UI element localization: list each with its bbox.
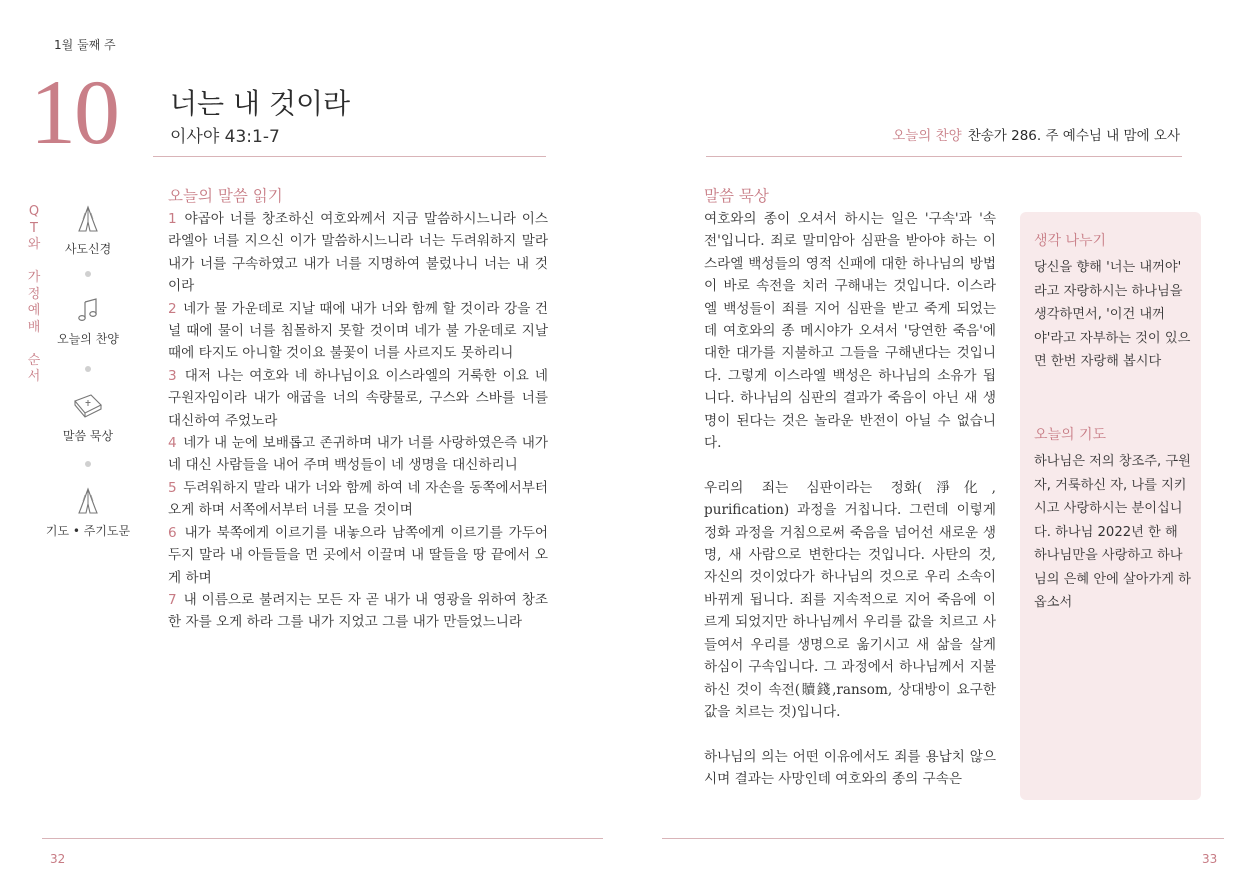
verse-text: 두려워하지 말라 내가 너와 함께 하여 네 자손을 동쪽에서부터 오게 하며 서쪽에서부터 너를 모을 것이며: [168, 479, 548, 519]
verse: [168, 365, 548, 432]
hymn-text: 찬송가 286. 주 예수님 내 맘에 오사: [967, 128, 1180, 144]
week-label: 1월 둘째 주: [54, 38, 116, 52]
sidebar-item-label: 말씀 묵상: [62, 429, 114, 443]
sidebar-dot: [85, 366, 91, 372]
sidebar-item-label: 사도신경: [64, 242, 112, 256]
verse: [168, 298, 548, 365]
scripture-reference: 이사야 43:1-7: [170, 127, 280, 147]
verse: [168, 589, 548, 634]
page-number-left: 32: [50, 852, 66, 866]
footer-divider-left: [42, 838, 603, 839]
sidebar-item-prayer: [38, 486, 138, 539]
prayer-heading: 오늘의 기도: [1034, 427, 1107, 443]
verse-text: 네가 물 가운데로 지날 때에 내가 너와 함께 할 것이라 강을 건널 때에 물이 너를 침몰하지 못할 것이며 네가 불 가운데로 지날 때에 타지도 아니할 것이요 불꽃이 너를 사르지도 못하리니: [168, 300, 548, 362]
sidebar-item-apostles-creed: [38, 204, 138, 257]
page-number-right: 33: [1202, 852, 1218, 866]
music-note-icon: [73, 296, 103, 324]
header-divider-left: [153, 156, 546, 157]
sidebar-item-todays-hymn: [38, 296, 138, 347]
verse-text: 내 이름으로 불려지는 모든 자 곧 내가 내 영광을 위하여 창조한 자를 오게 하라 그를 내가 지었고 그를 내가 만들었느니라: [168, 591, 548, 631]
verse: [168, 432, 548, 477]
footer-divider-right: [662, 838, 1224, 839]
discussion-box: [1020, 212, 1201, 800]
meditation-paragraph: 하나님의 의는 어떤 이유에서도 죄를 용납치 않으시며 결과는 사망인데 여호와의 종의 구속은: [704, 748, 996, 788]
meditation-text: [704, 208, 996, 791]
sidebar-dot: [85, 461, 91, 467]
sidebar-item-label: 오늘의 찬양: [57, 332, 119, 346]
day-number: 10: [30, 61, 118, 163]
todays-hymn: [892, 124, 1180, 144]
header-divider-right: [706, 156, 1182, 157]
bible-icon: [71, 391, 105, 421]
verse-number: 2: [168, 300, 177, 317]
meditation-paragraph: 우리의 죄는 심판이라는 정화(淨化, purification) 과정을 거칩니다. 그런데 이렇게 정화 과정을 거침으로써 죽음을 넘어선 새로운 생명, 새 사람으로 변한다는 것입니다. 사탄의 것, 자신의 것이었다가 하나님의 것으로 우리 소속이 바뀌게 됩니다. 죄를 지속적으로 지어 죽음에 이르게 되었지만 하나님께서 우리를 값을 치르고 사들여서 우리를 생명으로 옮기시고 새 삶을 살게 하심이 구속입니다. 그 과정에서 하나님께서 지불하신 것이 속전(贖錢,ransom, 상대방이 요구한 값을 치르는 것)입니다.: [704, 479, 996, 720]
sidebar-vertical-label: Q T 와 가 정 예 배 순 서: [27, 204, 41, 384]
praying-hands-icon: [73, 204, 103, 234]
verse: [168, 522, 548, 589]
scripture-reading: [168, 208, 548, 634]
sidebar-dot: [85, 271, 91, 277]
verse-number: 7: [168, 591, 177, 608]
verse: [168, 208, 548, 298]
verse-text: 네가 내 눈에 보배롭고 존귀하며 내가 너를 사랑하였은즉 내가 네 대신 사람들을 내어 주며 백성들이 네 생명을 대신하리니: [168, 435, 548, 474]
meditation-paragraph: 여호와의 종이 오셔서 하시는 일은 '구속'과 '속전'입니다. 죄로 말미암아 심판을 받아야 하는 이스라엘 백성들의 영적 신패에 대한 하나님의 방법이 바로 속전을 치러 구해내는 것입니다. 이스라엘 백성들이 죄를 지어 심판을 받고 죽게 되었는데 여호와의 종 메시야가 오셔서 '당연한 죽음'에 대한 대가를 지불하고 그들을 구해낸다는 것입니다. 그렇게 이스라엘 백성은 하나님의 소유가 됩니다. 하나님의 심판의 결과가 죽음이 아닌 새 생명이 된다는 것은 놀라운 반전이 아닐 수 없습니다.: [704, 211, 996, 452]
sharing-heading: 생각 나누기: [1034, 233, 1107, 249]
verse-number: 4: [168, 435, 177, 452]
verse-number: 1: [168, 211, 177, 227]
sharing-text: 당신을 향해 '너는 내꺼야' 라고 자랑하시는 하나님을 생각하면서, '이건 내꺼야'라고 자부하는 것이 있으면 한번 자랑해 봅시다: [1034, 260, 1191, 369]
verse-text: 야곱아 너를 창조하신 여호와께서 지금 말씀하시느니라 이스라엘아 너를 지으신 이가 말씀하시느니라 너는 두려워하지 말라 내가 너를 구속하였고 내가 너를 지명하여 불렀나니 너는 내 것이라: [168, 211, 548, 295]
verse-text: 대저 나는 여호와 네 하나님이요 이스라엘의 거룩한 이요 네 구원자임이라 내가 애굽을 너의 속량물로, 구스와 스바를 너를 대신하여 주었노라: [168, 367, 548, 429]
verse: [168, 477, 548, 522]
sidebar-item-meditation: [38, 391, 138, 444]
sidebar-item-label: 기도 • 주기도문: [45, 524, 131, 538]
hymn-label: 오늘의 찬양: [892, 128, 962, 144]
praying-hands-icon: [73, 486, 103, 516]
page-title: 너는 내 것이라: [170, 87, 351, 120]
reading-heading: 오늘의 말씀 읽기: [168, 187, 283, 205]
verse-number: 6: [168, 524, 177, 541]
meditation-heading: 말씀 묵상: [704, 187, 769, 205]
verse-number: 3: [168, 367, 177, 384]
verse-number: 5: [168, 479, 177, 496]
prayer-text: 하나님은 저의 창조주, 구원자, 거룩하신 자, 나를 지키시고 사랑하시는 분이십니다. 하나님 2022년 한 해 하나님만을 사랑하고 하나님의 은혜 안에 살아가게 하옵소서: [1034, 454, 1191, 610]
verse-text: 내가 북쪽에게 이르기를 내놓으라 남쪽에게 이르기를 가두어 두지 말라 내 아들들을 먼 곳에서 이끌며 내 딸들을 땅 끝에서 오게 하며: [168, 524, 548, 586]
